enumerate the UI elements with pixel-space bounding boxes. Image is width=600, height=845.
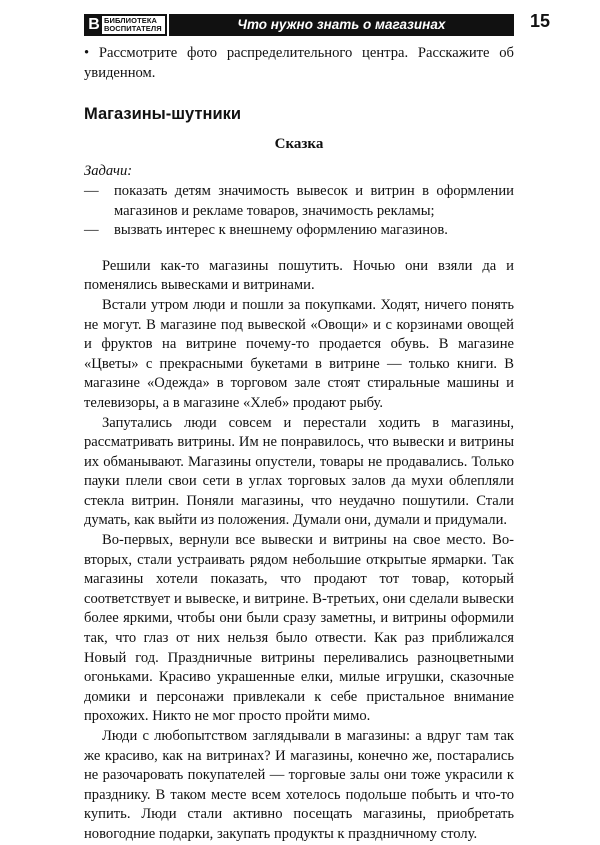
subtitle: Сказка	[274, 135, 324, 152]
logo-text	[104, 17, 162, 33]
paragraph: Запутались люди совсем и перестали ходить в магазины, рассматривать витрины. Им не понравилось, что вывески и витрины их обманывают. Магазины опустели, товары не продавались. Только пауки плели свои сети в углах торговых залов да мухи облепляли стекла витрин. Поняли магазины, что неудачно пошутили. Стали думать, как выйти из положения. Думали они, думали и придумали.	[84, 414, 514, 529]
logo-line2: ВОСПИТАТЕЛЯ	[104, 24, 162, 33]
intro-bullet: • Рассмотрите фото распределительного центра. Расскажите об увиденном.	[84, 45, 514, 81]
paragraph: Встали утром люди и пошли за покупками. Ходят, ничего понять не могут. В магазине под вывеской «Овощи» и с корзинами овощей и фруктов на витрине почему-то продается обувь. В магазине «Цветы» с прекрасными букетами в витрине — только книги. В магазине «Одежда» в торговом зале стоят стиральные машины и телевизоры, а в магазине «Хлеб» продают рыбу.	[84, 296, 514, 411]
dash: —	[84, 182, 99, 199]
task-text: вызвать интерес к внешнему оформлению магазинов.	[114, 222, 448, 239]
series-logo	[84, 14, 167, 36]
page-number: 15	[529, 11, 551, 31]
task-text: показать детям значимость вывесок и витрин в оформлении магазинов и рекламе товаров, значимость рекламы;	[114, 182, 514, 219]
logo-line1: БИБЛИОТЕКА	[104, 16, 158, 25]
page-body	[84, 44, 514, 845]
running-header	[84, 14, 514, 36]
section-title: Магазины-шутники	[84, 105, 241, 124]
paragraph: Люди с любопытством заглядывали в магазины: а вдруг там так же красиво, как на витринах? И магазины, конечно же, постарались не разочаровать покупателей — торговые залы они тоже украсили к празднику. В таком месте всем хотелось подольше побыть и что-то купить. Люди стали активно посещать магазины, приобретать новогодние подарки, закупать продукты к праздничному столу.	[84, 728, 514, 842]
tasks-label: Задачи:	[84, 163, 133, 180]
task-item	[84, 221, 514, 241]
dash: —	[84, 222, 99, 239]
running-title: Что нужно знать о магазинах	[169, 14, 514, 36]
paragraph: Решили как-то магазины пошутить. Ночью они взяли да и поменялись вывесками и витринами.	[84, 257, 514, 294]
logo-letter: В	[86, 16, 102, 34]
task-item	[84, 182, 514, 221]
paragraph: Во-первых, вернули все вывески и витрины на свое место. Во-вторых, стали устраивать рядом небольшие открытые ярмарки. Так магазины хотели показать, что продают тот товар, который соответствует и вывеске, и витрине. В-третьих, они сделали вывески более яркими, чтобы они были сразу заметны, и витрины оформили так, что глаз от них нельзя было отвести. Как раз приближался Новый год. Праздничные витрины переливались разноцветными огоньками. Красиво украшенные елки, милые игрушки, сказочные домики и персонажи привлекали к себе пристальное внимание прохожих. Никто не мог просто пройти мимо.	[84, 532, 514, 725]
